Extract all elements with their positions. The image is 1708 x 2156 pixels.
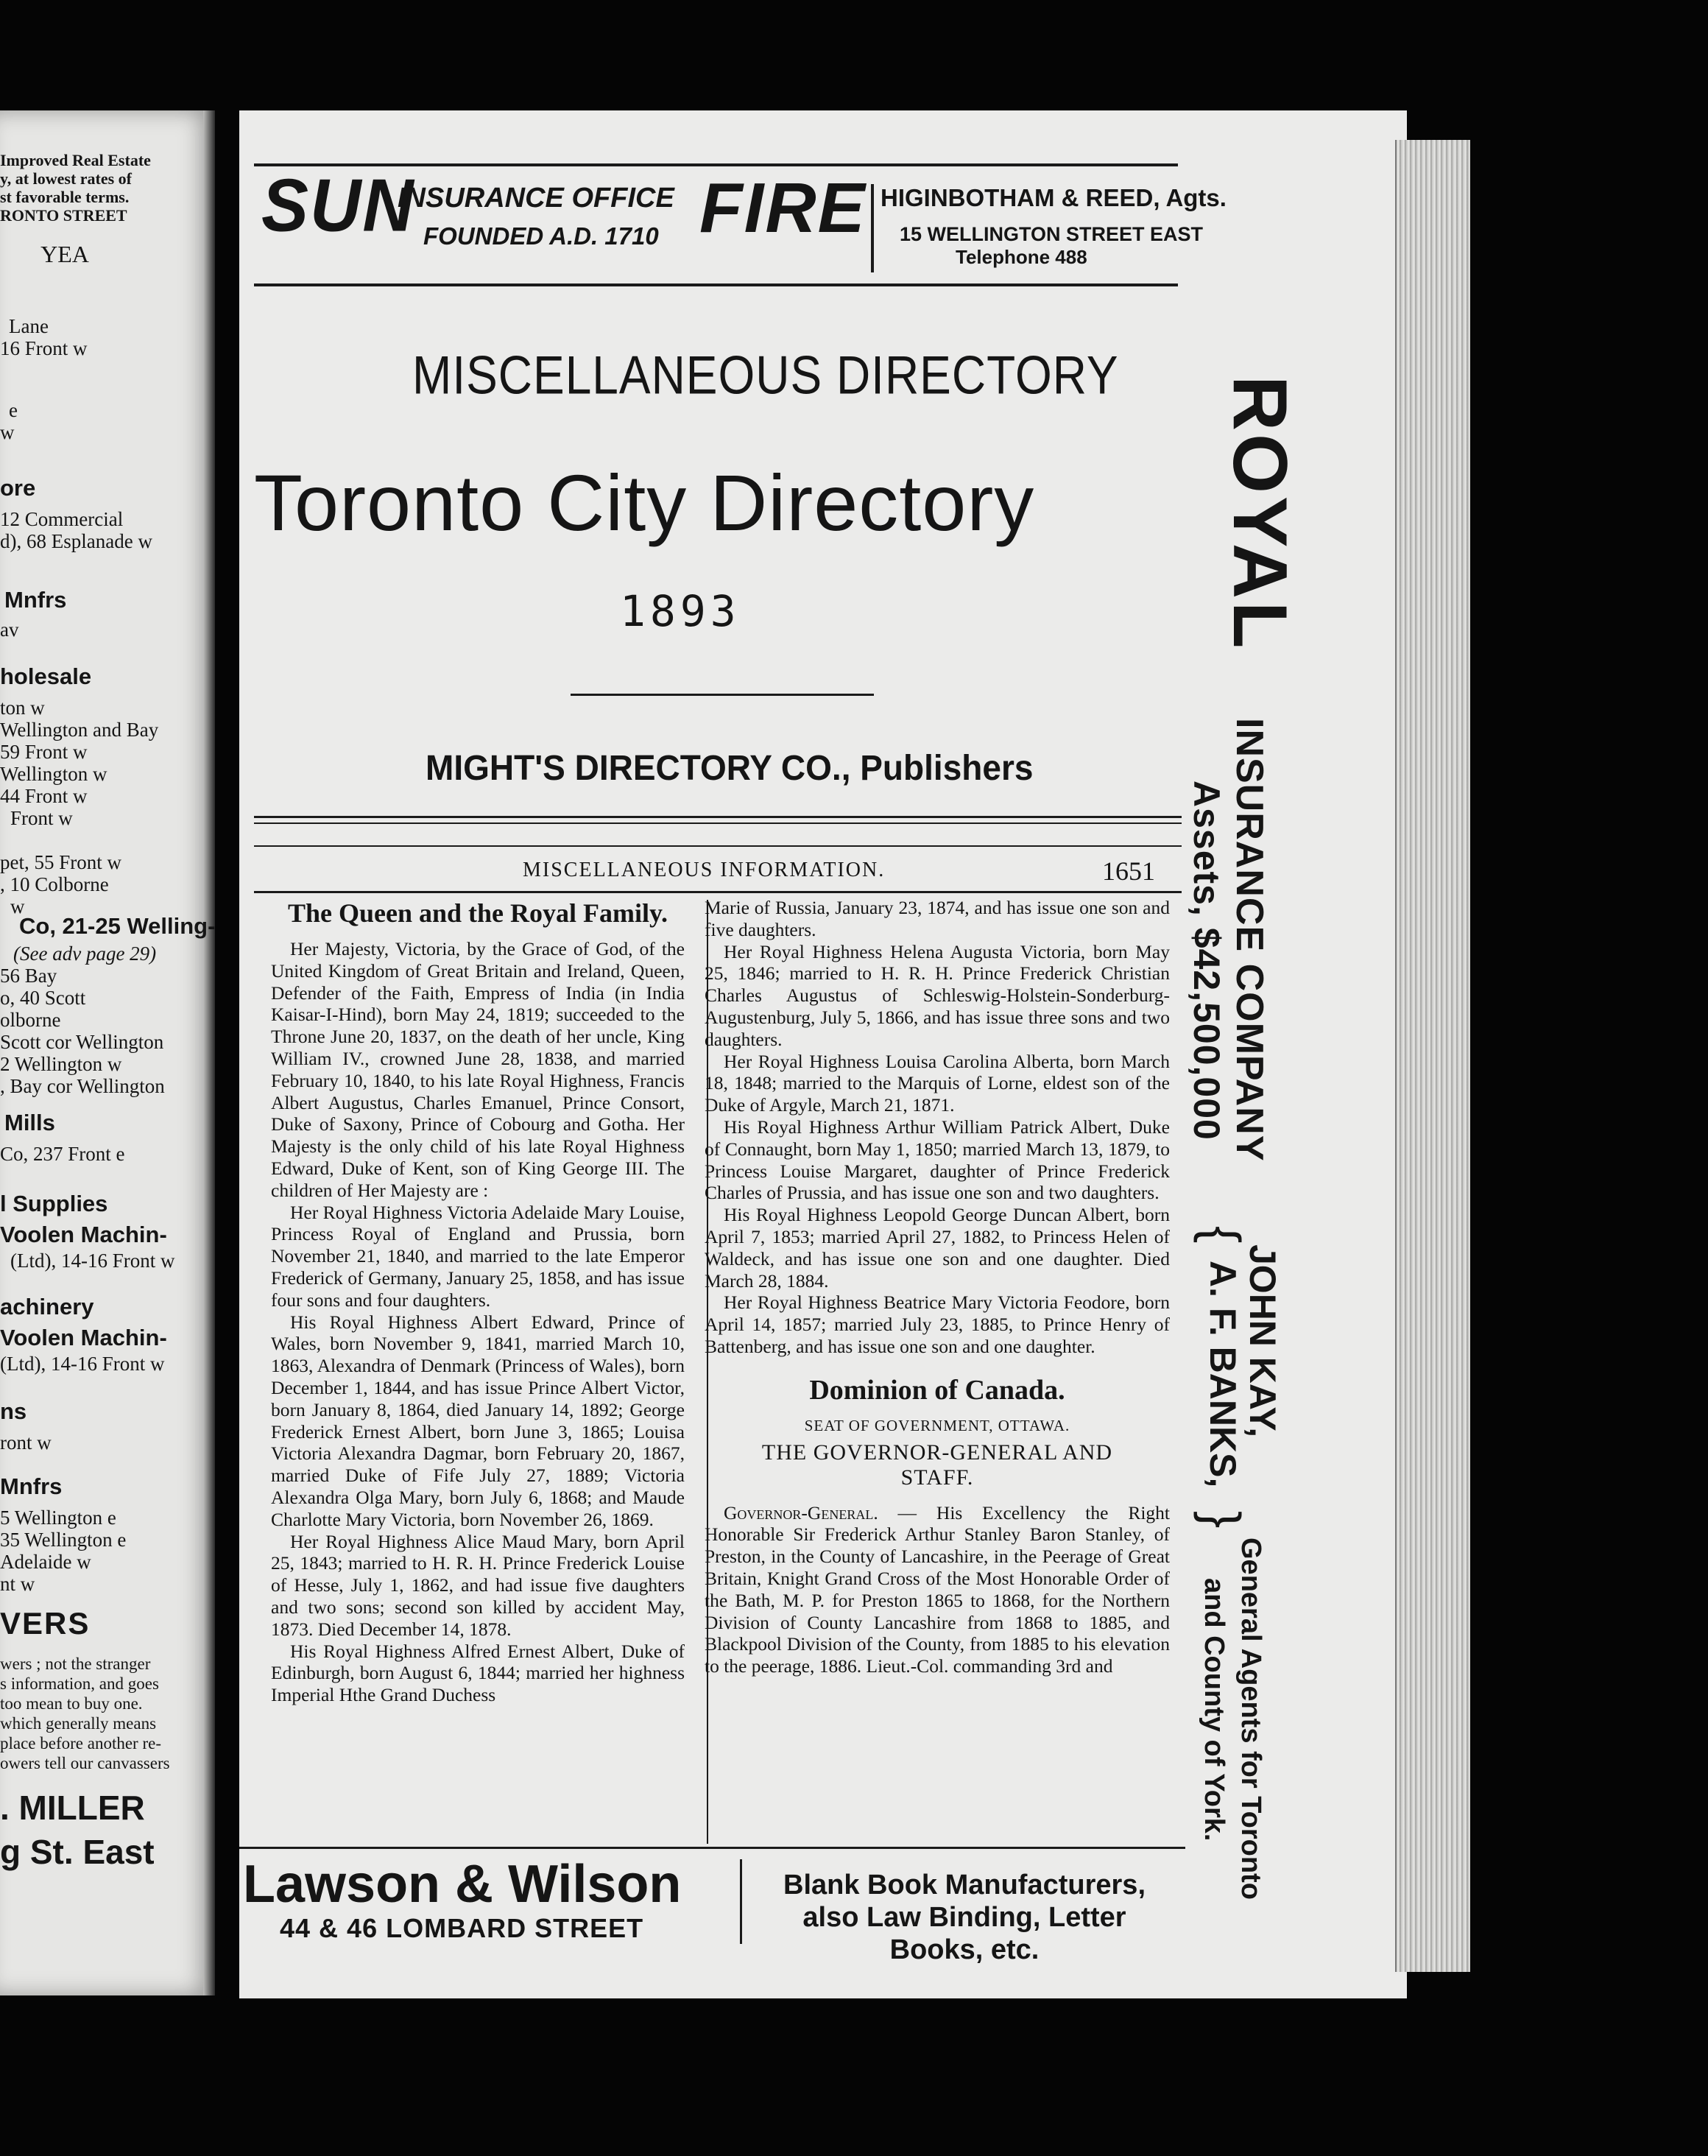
agents-name: HIGINBOTHAM & REED, Agts. xyxy=(881,184,1227,211)
running-head-rule-top-2 xyxy=(254,822,1182,824)
previous-page-line: 2 Wellington w xyxy=(0,1053,122,1075)
sun-founded: FOUNDED A.D. 1710 xyxy=(423,222,659,250)
previous-page-line: ton w xyxy=(0,697,45,719)
previous-page-line: o, 40 Scott xyxy=(0,987,86,1009)
previous-page-line: l Supplies xyxy=(0,1191,108,1216)
previous-page-line: st favorable terms. xyxy=(0,188,130,206)
previous-page-line: YEA xyxy=(40,241,89,267)
footer-ad-divider xyxy=(740,1859,742,1944)
previous-page-line: Co, 21-25 Welling- xyxy=(19,913,215,939)
previous-page-line: 35 Wellington e xyxy=(0,1529,127,1551)
lawson-wilson-address: 44 & 46 LOMBARD STREET xyxy=(280,1913,644,1943)
royal-family-paragraph: His Royal Highness Alfred Ernest Albert, Duke of Edinburgh, born August 6, 1844; married her highness Imperial Hthe Grand Duchess xyxy=(271,1640,685,1706)
royal-insurance-assets: Assets, $42,500,000 xyxy=(1186,781,1227,1141)
running-head-rule-mid xyxy=(254,845,1182,847)
governor-general-heading: THE GOVERNOR-GENERAL AND STAFF. xyxy=(761,1440,1113,1490)
royal-family-paragraph: Her Royal Highness Beatrice Mary Victoria Feodore, born April 14, 1857; married July 23, 1885, to Prince Henry of Battenberg, and has issue one son and one daughter. xyxy=(705,1292,1170,1357)
agents-address: 15 WELLINGTON STREET EAST xyxy=(900,223,1204,245)
previous-page-line: Front w xyxy=(10,807,73,829)
running-head-rule-bottom xyxy=(254,891,1182,893)
sun-insurance-office: INSURANCE OFFICE xyxy=(398,183,674,214)
left-column xyxy=(271,898,685,1706)
section-heading: MISCELLANEOUS DIRECTORY xyxy=(412,344,1119,406)
page-gutter xyxy=(203,110,215,1995)
previous-page-line: 56 Bay xyxy=(0,965,57,987)
title-rule xyxy=(571,694,874,696)
directory-year: 1893 xyxy=(620,586,741,636)
previous-page-line: , 10 Colborne xyxy=(0,873,109,895)
previous-page-line: ore xyxy=(0,475,36,501)
previous-page-line: place before another re- xyxy=(0,1734,161,1752)
sun-logo-text: SUN xyxy=(261,164,415,247)
royal-family-text-continued xyxy=(705,897,1170,1358)
previous-page-line: pet, 55 Front w xyxy=(0,851,121,873)
previous-page-line: too mean to buy one. xyxy=(0,1694,143,1713)
agent-af-banks: A. F. BANKS, xyxy=(1202,1261,1243,1488)
previous-page-line: Wellington and Bay xyxy=(0,719,159,741)
page-number: 1651 xyxy=(1102,856,1155,886)
previous-page-line: y, at lowest rates of xyxy=(0,169,133,188)
previous-page-line: e xyxy=(9,399,18,421)
previous-page-line: nt w xyxy=(0,1573,35,1595)
previous-page-line: ns xyxy=(0,1398,27,1424)
royal-family-paragraph: Marie of Russia, January 23, 1874, and has issue one son and five daughters. xyxy=(705,897,1170,940)
agent-john-kay: JOHN KAY, xyxy=(1242,1244,1283,1438)
header-ad-divider xyxy=(871,184,874,272)
royal-family-paragraph: His Royal Highness Albert Edward, Prince of Wales, born November 9, 1841, married March 10, 1863, Alexandra of Denmark (Princess of Wales), born December 1, 1844, and has issue Prince Albert Victor, born January 8, 1864, died January 14, 1892; George Frederick Ernest Albert, born June 3, 1865; Louisa Victoria Alexandra Dagmar, born February 20, 1867, married Duke of Fife July 27, 1889; Victoria Alexandra Olga Mary, born July 6, 1868; and Maude Charlotte Mary Victoria, born November 26, 1869. xyxy=(271,1311,685,1530)
previous-page-line: Adelaide w xyxy=(0,1551,91,1573)
previous-page-line: Co, 237 Front e xyxy=(0,1143,125,1165)
previous-page-line: Mnfrs xyxy=(4,587,67,613)
governor-general-label: Governor-General. xyxy=(724,1501,878,1523)
previous-page-line: (Ltd), 14-16 Front w xyxy=(10,1250,175,1272)
lawson-wilson-name: Lawson & Wilson xyxy=(243,1855,682,1914)
royal-family-paragraph: Her Royal Highness Alice Maud Mary, born April 25, 1843; married to H. R. H. Prince Frederick Louise of Hesse, July 1, 1862, and had issue five daughters and two sons; second son killed by accident May, 1873. Died December 14, 1878. xyxy=(271,1530,685,1640)
footer-ad-rule xyxy=(239,1847,1185,1849)
governor-general-entry xyxy=(705,1502,1170,1677)
previous-page-line: (See adv page 29) xyxy=(13,943,157,965)
previous-page-line: g St. East xyxy=(0,1833,155,1871)
previous-page-line: w xyxy=(10,895,25,917)
sun-fire-text: FIRE xyxy=(699,169,867,247)
general-agents-line-2: and County of York. xyxy=(1199,1578,1229,1842)
previous-page-line: achinery xyxy=(0,1294,94,1320)
previous-page-line: 5 Wellington e xyxy=(0,1507,116,1529)
general-agents-line-1: General Agents for Toronto xyxy=(1235,1537,1266,1900)
previous-page-line: s information, and goes xyxy=(0,1674,159,1693)
previous-page-line: which generally means xyxy=(0,1714,157,1733)
previous-page-line: Voolen Machin- xyxy=(0,1325,167,1350)
royal-insurance-company: INSURANCE COMPANY xyxy=(1228,718,1271,1162)
royal-family-heading: The Queen and the Royal Family. xyxy=(287,898,668,928)
previous-page-line: ront w xyxy=(0,1431,52,1454)
previous-page-line: Mills xyxy=(4,1110,55,1135)
royal-family-paragraph: Her Majesty, Victoria, by the Grace of God, of the United Kingdom of Great Britain and Ireland, Queen, Defender of the Faith, Empress of India (in India Kaisar-I-Hind), born May 24, 1819; succeeded to the Throne June 20, 1837, on the death of her uncle, King William IV., crowned June 28, 1838, and married February 10, 1840, to his late Royal Highness, Francis Albert Augustus, Charles Emanuel, Prince Consort, Duke of Saxony, Prince of Cobourg and Gotha. Her Majesty is the only child of his late Royal Highness Edward, Duke of Kent, son of King George III. The children of Her Majesty are : xyxy=(271,938,685,1201)
header-ad-bottom-rule xyxy=(254,283,1178,286)
previous-page-line: Scott cor Wellington xyxy=(0,1031,164,1053)
previous-page-line: VERS xyxy=(0,1606,91,1641)
previous-page-line: holesale xyxy=(0,663,92,689)
previous-page-line: owers tell our canvassers xyxy=(0,1754,170,1772)
previous-page-line: 16 Front w xyxy=(0,337,88,359)
agents-telephone: Telephone 488 xyxy=(956,246,1087,268)
previous-page-line: 44 Front w xyxy=(0,785,88,807)
previous-page-line: . MILLER xyxy=(0,1789,145,1827)
previous-page-line: Voolen Machin- xyxy=(0,1222,167,1247)
lawson-wilson-description: Blank Book Manufacturers, also Law Binding, Letter Books, etc. xyxy=(783,1870,1146,1965)
royal-family-paragraph: Her Royal Highness Victoria Adelaide Mary Louise, Princess Royal of England and Prussia, born November 21, 1840, and married to the late Emperor Frederick of Germany, January 25, 1858, and has issue four sons and four daughters. xyxy=(271,1201,685,1311)
royal-family-text xyxy=(271,938,685,1706)
previous-page-line: Wellington w xyxy=(0,763,107,785)
right-column xyxy=(705,897,1170,1677)
previous-page-line: 59 Front w xyxy=(0,741,88,763)
directory-title: Toronto City Directory xyxy=(254,458,1035,547)
brace-icon: } xyxy=(1193,1511,1251,1529)
previous-page-line: (Ltd), 14-16 Front w xyxy=(0,1353,165,1375)
running-head-rule-top xyxy=(254,816,1182,818)
royal-insurance-name: ROYAL xyxy=(1217,376,1302,652)
brace-icon: { xyxy=(1193,1226,1251,1244)
publisher-line: MIGHT'S DIRECTORY CO., Publishers xyxy=(426,747,1034,788)
running-head: MISCELLANEOUS INFORMATION. xyxy=(523,859,886,881)
previous-page-line: Lane xyxy=(9,315,49,337)
royal-family-paragraph: His Royal Highness Arthur William Patrick Albert, Duke of Connaught, born May 1, 1850; married March 13, 1879, to Princess Louise Margaret, daughter of Prince Frederick Charles of Prussia, and has issue one son and two daughters. xyxy=(705,1116,1170,1204)
royal-family-paragraph: Her Royal Highness Louisa Carolina Alberta, born March 18, 1848; married to the Marquis of Lorne, eldest son of the Duke of Argyle, March 21, 1871. xyxy=(705,1050,1170,1116)
previous-page-line: 12 Commercial xyxy=(0,508,124,530)
page-edges xyxy=(1395,140,1470,1972)
previous-page-line: wers ; not the stranger xyxy=(0,1655,151,1673)
previous-page-line: av xyxy=(0,619,19,641)
dominion-heading: Dominion of Canada. xyxy=(809,1374,1065,1406)
previous-page-line: w xyxy=(0,421,15,443)
royal-family-paragraph: Her Royal Highness Helena Augusta Victoria, born May 25, 1846; married to H. R. H. Prince Frederick Christian Charles Augustus of Schleswig-Holstein-Sonderburg-Augustenburg, July 5, 1866, and has issue three sons and two daughters. xyxy=(705,940,1170,1050)
previous-page-line: , Bay cor Wellington xyxy=(0,1075,165,1097)
previous-page-line: olborne xyxy=(0,1009,61,1031)
previous-page-line: Mnfrs xyxy=(0,1473,63,1499)
previous-page xyxy=(0,110,215,1995)
seat-of-government: SEAT OF GOVERNMENT, OTTAWA. xyxy=(804,1416,1070,1434)
previous-page-line: RONTO STREET xyxy=(0,206,127,225)
governor-general-text: — His Excellency the Right Honorable Sir Frederick Arthur Stanley Baron Stanley, of Preston, in the County of Lancashire, in the Peerage of Great Britain, Knight Grand Cross of the Most Honorable Order of the Bath, M. P. for Preston 1865 to 1868, for the Northern Division of County Lancashire from 1868 to 1885, and Blackpool Division of the County, from 1885 to his elevation to the peerage, 1886. Lieut.-Col. commanding 3rd and xyxy=(705,1501,1170,1677)
royal-family-paragraph: His Royal Highness Leopold George Duncan Albert, born April 7, 1853; married April 27, 1882, to Princess Helen of Waldeck, and has issue one son and one daughter. Died March 28, 1884. xyxy=(705,1204,1170,1292)
previous-page-line: d), 68 Esplanade w xyxy=(0,530,152,552)
previous-page-line: Improved Real Estate xyxy=(0,151,151,169)
